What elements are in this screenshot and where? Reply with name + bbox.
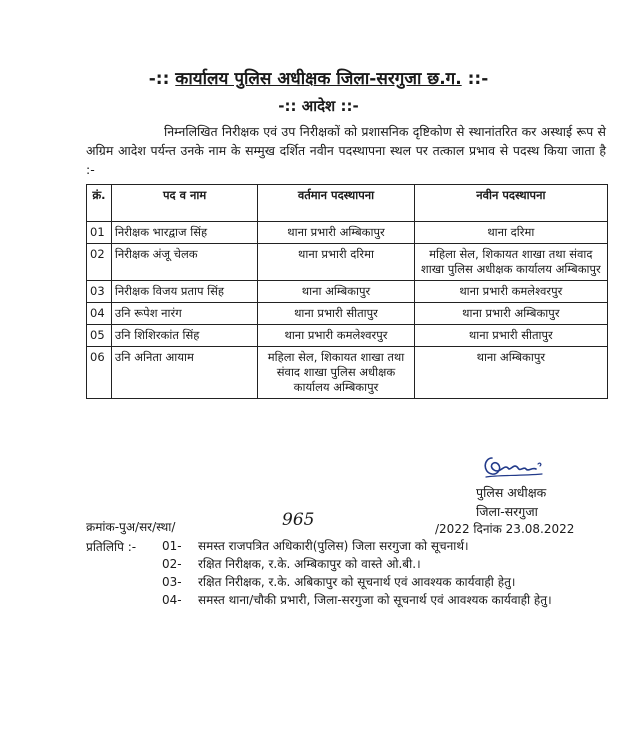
copy-item-number: 04- [162, 593, 182, 607]
row-name: निरीक्षक विजय प्रताप सिंह [111, 281, 257, 303]
copy-item-text: रक्षित निरीक्षक, र.के. अम्बिकापुर को वास्ते ओ.बी.। [198, 557, 421, 571]
row-name: निरीक्षक भारद्वाज सिंह [111, 222, 257, 244]
row-new-posting: महिला सेल, शिकायत शाखा तथा संवाद शाखा पुलिस अधीक्षक कार्यालय अम्बिकापुर [414, 244, 607, 281]
header-serial: क्रं. [87, 185, 112, 222]
order-heading: -:: आदेश ::- [278, 97, 359, 115]
signature-image [478, 450, 548, 484]
copy-item [0, 538, 637, 556]
row-serial: 06 [87, 347, 112, 399]
handwritten-number: 965 [282, 510, 315, 530]
row-name: निरीक्षक अंजू चेलक [111, 244, 257, 281]
header-name: पद व नाम [111, 185, 257, 222]
reference-label: क्रमांक-पुअ/सर/स्था/ [86, 520, 176, 534]
transfer-table [86, 184, 608, 399]
title-suffix: ::- [461, 69, 489, 89]
row-new-posting: थाना प्रभारी सीतापुर [414, 325, 607, 347]
signatory-place: जिला-सरगुजा [476, 504, 538, 519]
row-serial: 02 [87, 244, 112, 281]
copy-item [0, 592, 637, 628]
copy-to-label: प्रतिलिपि :- [86, 540, 137, 554]
row-current-posting: थाना प्रभारी अम्बिकापुर [258, 222, 414, 244]
table-row [87, 303, 608, 325]
table-row [87, 222, 608, 244]
table-row [87, 244, 608, 281]
copy-item [0, 574, 637, 592]
copy-item-number: 01- [162, 539, 182, 553]
row-serial: 04 [87, 303, 112, 325]
row-name: उनि शिशिरकांत सिंह [111, 325, 257, 347]
copy-item-text: समस्त राजपत्रित अधिकारी(पुलिस) जिला सरगुजा को सूचनार्थ। [198, 539, 469, 553]
copy-item-number: 03- [162, 575, 182, 589]
row-new-posting: थाना प्रभारी अम्बिकापुर [414, 303, 607, 325]
row-name: उनि अनिता आयाम [111, 347, 257, 399]
row-current-posting: थाना प्रभारी कमलेश्वरपुर [258, 325, 414, 347]
signatory-role: पुलिस अधीक्षक [476, 485, 547, 500]
row-new-posting: थाना अम्बिकापुर [414, 347, 607, 399]
table-row [87, 347, 608, 399]
row-new-posting: थाना प्रभारी कमलेश्वरपुर [414, 281, 607, 303]
copy-item [0, 556, 637, 574]
office-title [0, 66, 637, 89]
title-prefix: -:: [148, 69, 176, 89]
row-current-posting: महिला सेल, शिकायत शाखा तथा संवाद शाखा पुलिस अधीक्षक कार्यालय अम्बिकापुर [258, 347, 414, 399]
reference-date: /2022 दिनांक 23.08.2022 [435, 522, 575, 536]
row-serial: 01 [87, 222, 112, 244]
row-current-posting: थाना प्रभारी सीतापुर [258, 303, 414, 325]
copy-item-text: रक्षित निरीक्षक, र.के. अबिकापुर को सूचनार्थ एवं आवश्यक कार्यवाही हेतु। [198, 575, 516, 589]
title-main: कार्यालय पुलिस अधीक्षक जिला-सरगुजा छ.ग. [175, 69, 462, 89]
row-name: उनि रूपेश नारंग [111, 303, 257, 325]
header-new-posting: नवीन पदस्थापना [414, 185, 607, 222]
row-current-posting: थाना अम्बिकापुर [258, 281, 414, 303]
copy-item-number: 02- [162, 557, 182, 571]
row-new-posting: थाना दरिमा [414, 222, 607, 244]
row-serial: 05 [87, 325, 112, 347]
intro-paragraph: निम्नलिखित निरीक्षक एवं उप निरीक्षकों को प्रशासनिक दृष्टिकोण से स्थानांतरित कर अस्थाई रूप से अग्रिम आदेश पर्यन्त उनके नाम के सम्मुख दर्शित नवीन पदस्थापना स्थल पर तत्काल प्रभाव से पदस्थ किया जाता है :- [86, 124, 606, 177]
header-current-posting: वर्तमान पदस्थापना [258, 185, 414, 222]
table-header-row [87, 185, 608, 222]
table-row [87, 281, 608, 303]
copy-item-text: समस्त थाना/चौकी प्रभारी, जिला-सरगुजा को सूचनार्थ एवं आवश्यक कार्यवाही हेतु। [198, 593, 552, 607]
row-current-posting: थाना प्रभारी दरिमा [258, 244, 414, 281]
table-row [87, 325, 608, 347]
row-serial: 03 [87, 281, 112, 303]
